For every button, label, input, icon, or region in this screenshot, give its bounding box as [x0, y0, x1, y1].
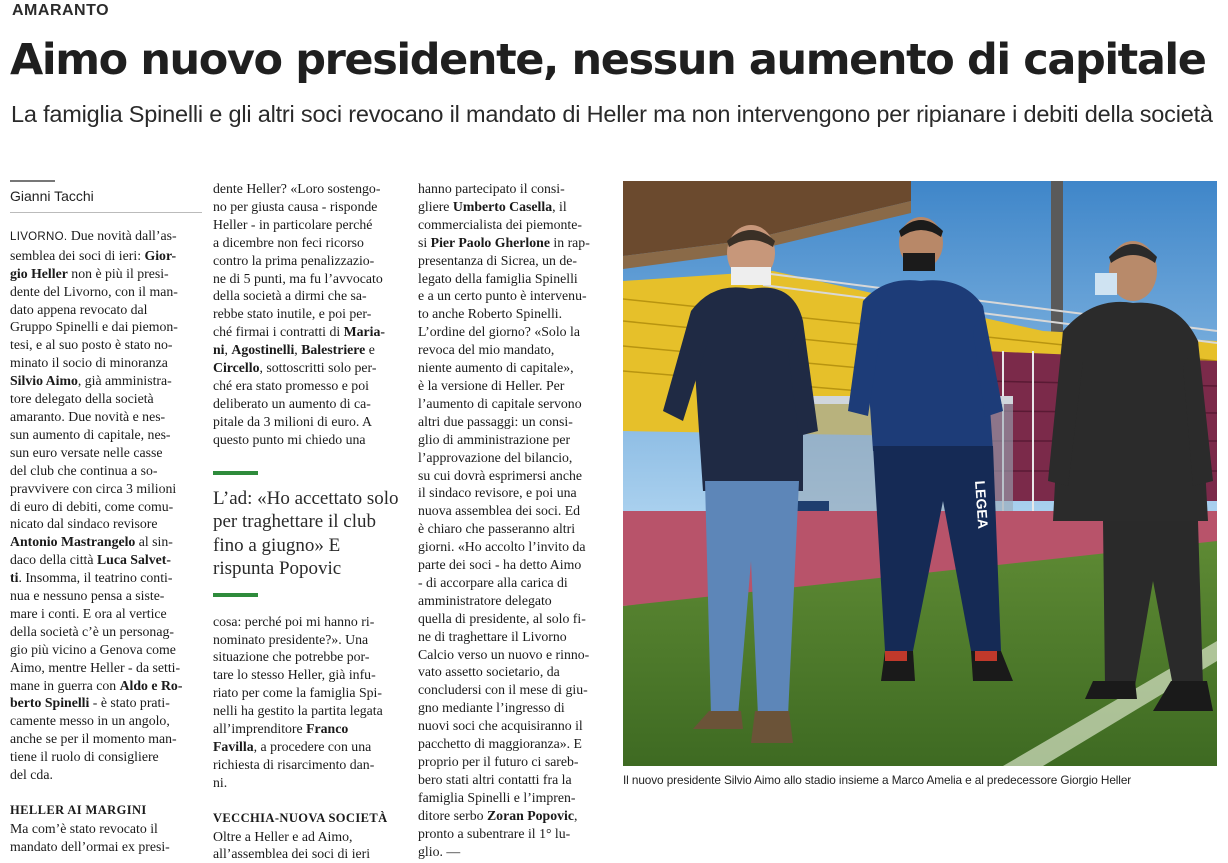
text-line: mane in guerra con Aldo e Ro- — [10, 677, 183, 693]
text-line: riato per come la famiglia Spi- — [213, 685, 382, 701]
text-line: Ma com’è stato revocato il — [10, 820, 158, 836]
text-line: L’ordine del giorno? «Solo la — [418, 324, 580, 340]
text-line: sun aumento di capitale, nes- — [10, 426, 171, 442]
text-line: glio di amministrazione per — [418, 431, 571, 447]
text-line: giorni. «Ho accolto l’invito da — [418, 539, 586, 555]
section-heading: HELLER AI MARGINI — [10, 803, 147, 817]
text-line: della società a dirmi che sa- — [213, 288, 367, 304]
text-line: Aimo, mentre Heller - da setti- — [10, 659, 181, 675]
text-line: tesi, e al suo posto è stato no- — [10, 337, 173, 353]
text-line: minato il socio di minoranza — [10, 355, 168, 371]
text-line: l’approvazione del bilancio, — [418, 449, 573, 465]
floodlight-pole — [1051, 181, 1063, 351]
text-line: è chiaro che passeranno altri — [418, 521, 576, 537]
text-line: deliberato un aumento di ca- — [213, 395, 371, 411]
article-column-3 — [418, 180, 604, 860]
pull-quote-rule-bottom — [213, 593, 258, 597]
text-line: nua e nessuno pensa a siste- — [10, 588, 165, 604]
text-line: Favilla, a procedere con una — [213, 738, 372, 754]
text-line: Circello, sottoscritti solo per- — [213, 360, 377, 376]
text-line: all’assemblea dei soci di ieri — [213, 846, 371, 862]
text-line: nelli ha gestito la partita legata — [213, 703, 383, 719]
text-line: camente messo in un angolo, — [10, 713, 170, 729]
text-line: tiene il ruolo di consigliere — [10, 749, 159, 765]
text-line: di euro di debiti, come comu- — [10, 498, 174, 514]
text-line: gliere Umberto Casella, il — [418, 198, 567, 214]
dateline: LIVORNO. — [10, 230, 68, 243]
text-line: ditore serbo Zoran Popovic, — [418, 807, 578, 823]
text-line: pitale da 3 milioni di euro. A — [213, 413, 373, 429]
text-line: della società c’è un personag- — [10, 623, 174, 639]
text-line: concludersi con il mese di giu- — [418, 682, 588, 698]
text-line: mare i conti. E ora al vertice — [10, 605, 167, 621]
text-line: pacchetto di maggioranza». E — [418, 736, 582, 752]
text-line: gno mediante l’ingresso di — [418, 700, 565, 716]
photo-caption: Il nuovo presidente Silvio Aimo allo stadio insieme a Marco Amelia e al predecessore Giorgio Heller — [623, 773, 1132, 787]
text-line: cosa: perché poi mi hanno ri- — [213, 613, 375, 629]
subheadline: La famiglia Spinelli e gli altri soci revocano il mandato di Heller ma non intervengono per ripianare i debiti della società — [11, 101, 1213, 127]
text-line: commercialista dei piemonte- — [418, 216, 582, 232]
jersey-text: LEGEA — [972, 480, 992, 530]
text-line: su cui dovrà esprimersi anche — [418, 467, 582, 483]
text-line: l’aumento di capitale servono — [418, 395, 582, 411]
text-line: revoca del mio mandato, — [418, 342, 555, 358]
text-line: pronto a subentrare il 1° lu- — [418, 825, 571, 841]
author-byline: Gianni Tacchi — [10, 188, 94, 204]
text-line: Antonio Mastrangelo al sin- — [10, 534, 173, 550]
text-line: questo punto mi chiedo una — [213, 431, 366, 447]
text-line: sun euro versate nelle casse — [10, 444, 163, 460]
text-line: ni, Agostinelli, Balestriere e — [213, 342, 375, 358]
section-heading: VECCHIA-NUOVA SOCIETÀ — [213, 810, 388, 825]
text-line: amaranto. Due novità e nes- — [10, 408, 166, 424]
article-column-2 — [213, 180, 401, 863]
text-line: rebbe stato inutile, e poi per- — [213, 306, 372, 322]
text-line: gio più vicino a Genova come — [10, 641, 176, 657]
text-line: anche se per il momento man- — [10, 731, 177, 747]
text-line: glio. — — [418, 843, 461, 859]
pull-quote — [213, 471, 401, 597]
text-line: pravvivere con circa 3 milioni — [10, 480, 177, 496]
text-line: situazione che potrebbe por- — [213, 649, 370, 665]
text-line: e a un certo punto è intervenu- — [418, 288, 587, 304]
text-line: proprio per il futuro ci sareb- — [418, 754, 579, 769]
headline: Aimo nuovo presidente, nessun aumento di capitale — [10, 35, 1206, 85]
text-line: ché firmai i contratti di Maria- — [213, 324, 386, 340]
text-line: presentanza di Sicrea, un de- — [418, 252, 577, 268]
text-line: Oltre a Heller e ad Aimo, — [213, 828, 353, 844]
author-rule — [10, 180, 55, 182]
text-line: si Pier Paolo Gherlone in rap- — [418, 234, 590, 250]
article-photo — [623, 181, 1217, 766]
pull-quote-rule-top — [213, 471, 258, 475]
text-line: tore delegato della società — [10, 391, 154, 407]
text-line: altri due passaggi: un consi- — [418, 413, 573, 429]
text-line: amministratore delegato — [418, 592, 552, 608]
text-line: nicato dal sindaco revisore — [10, 516, 158, 532]
text-line: LIVORNO. Due novità dall’as- — [10, 227, 177, 243]
text-line: vato assetto societario, da — [418, 664, 560, 680]
divider — [10, 212, 202, 213]
text-line: all’imprenditore Franco — [213, 721, 349, 737]
text-line: ne di traghettare il Livorno — [418, 628, 567, 644]
text-line: quella di presidente, al solo fi- — [418, 610, 586, 626]
text-line: del cda. — [10, 767, 53, 783]
text-line: nuova assemblea dei soci. Ed — [418, 503, 581, 519]
text-line: Silvio Aimo, già amministra- — [10, 373, 172, 389]
text-line: ché era stato promesso e poi — [213, 377, 369, 393]
text-line: gio Heller non è più il presi- — [10, 265, 169, 281]
text-line: è la versione di Heller. Per — [418, 377, 565, 393]
text-line: hanno partecipato il consi- — [418, 181, 565, 196]
text-line: famiglia Spinelli e l’impren- — [418, 789, 576, 805]
text-line: bero stati altri contatti fra la — [418, 771, 572, 787]
text-line: ni. — [213, 774, 228, 790]
text-line: contro la prima penalizzazio- — [213, 252, 375, 268]
text-line: - di accorpare alla carica di — [418, 574, 568, 590]
text-line: tare lo stesso Heller, già infu- — [213, 667, 376, 683]
stadium-photo — [623, 181, 1217, 766]
text-line: a dicembre non feci ricorso — [213, 234, 364, 250]
text-line: no per giusta causa - risponde — [213, 198, 378, 214]
kicker: AMARANTO — [12, 2, 110, 19]
text-line: ti. Insomma, il teatrino conti- — [10, 570, 173, 586]
text-line: niente aumento di capitale», — [418, 360, 574, 376]
article-column-1 — [10, 180, 202, 856]
text-line: nominato presidente?». Una — [213, 631, 369, 647]
text-line: Heller - in particolare perché — [213, 216, 373, 232]
text-line: il sindaco revisore, e poi una — [418, 485, 577, 501]
text-line: dente Heller? «Loro sostengo- — [213, 181, 381, 196]
text-line: dente del Livorno, con il man- — [10, 283, 178, 299]
text-line: to anche Roberto Spinelli. — [418, 306, 563, 322]
text-line: Calcio verso un nuovo e rinno- — [418, 646, 590, 662]
text-line: ne di 5 punti, ma fu l’avvocato — [213, 270, 383, 286]
text-line: Gruppo Spinelli e dai piemon- — [10, 319, 178, 335]
text-line: del club che continua a so- — [10, 462, 158, 478]
text-line: legato della famiglia Spinelli — [418, 270, 578, 286]
text-line: mandato dell’ormai ex presi- — [10, 838, 170, 854]
text-line: berto Spinelli - è stato prati- — [10, 695, 170, 711]
text-line: semblea dei soci di ieri: Gior- — [10, 247, 177, 263]
text-line: dato appena revocato dal — [10, 301, 148, 317]
pull-quote-text: L’ad: «Ho accettato solo per traghettare il club fino a giugno» E rispunta Popovic — [213, 487, 399, 580]
text-line: richiesta di risarcimento dan- — [213, 756, 375, 772]
text-line: nuovi soci che acquisiranno il — [418, 718, 583, 734]
text-line: parte dei soci - ha detto Aimo — [418, 557, 582, 573]
text-line: daco della città Luca Salvet- — [10, 552, 171, 568]
col1-body — [10, 227, 202, 784]
